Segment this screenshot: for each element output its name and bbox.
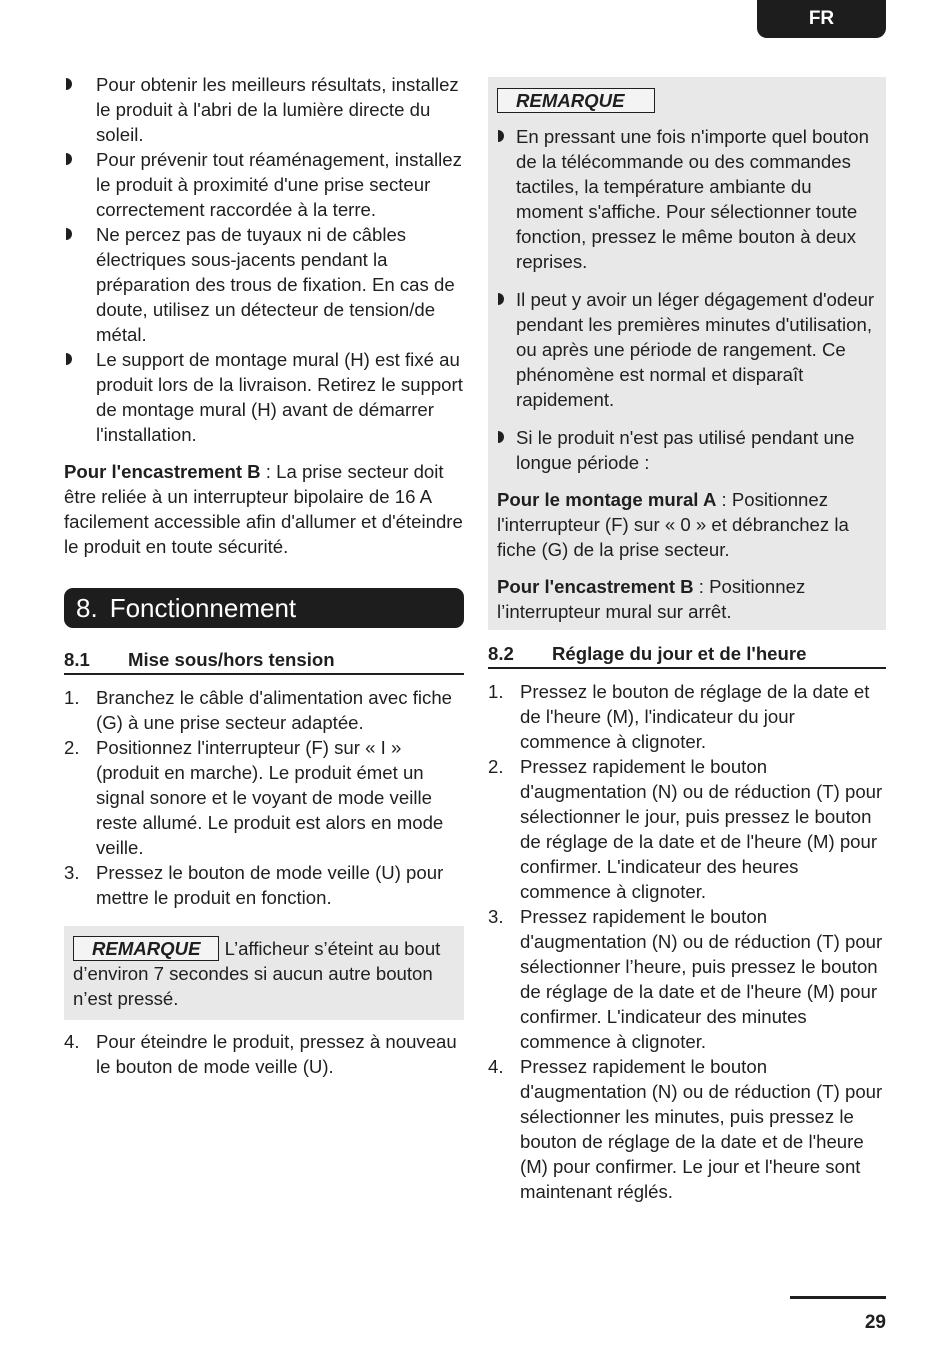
section-title: Fonctionnement (109, 593, 297, 623)
list-item: Il peut y avoir un léger dégagement d'odeur pendant les premières minutes d'utilisation, ou après une période de rangement. Ce phénomène est normal et disparaît rapidement. (497, 287, 877, 412)
list-item (64, 735, 464, 860)
step-number: 4. (488, 1056, 504, 1077)
step-number: 1. (488, 681, 504, 702)
list-item (64, 1029, 464, 1079)
encastrement-paragraph (64, 459, 464, 559)
step-text: Positionnez l'interrupteur (F) sur « I » (produit en marche). Le produit émet un signal sonore et le voyant de mode veille reste allumé. Le produit est alors en mode veille. (96, 737, 444, 858)
list-item: Pour obtenir les meilleurs résultats, installez le produit à l'abri de la lumière directe du soleil. (64, 72, 464, 147)
subsection-number: 8.2 (488, 643, 514, 664)
note-tag: REMARQUE (73, 936, 219, 961)
page-number: 29 (864, 1312, 886, 1333)
section-number: 8. (76, 593, 98, 623)
note-box (488, 77, 886, 630)
date-time-steps-list (488, 679, 886, 1204)
list-item: Si le produit n'est pas utilisé pendant une longue période : (497, 425, 877, 475)
list-item (488, 1054, 886, 1204)
list-item: Le support de montage mural (H) est fixé au produit lors de la livraison. Retirez le support de montage mural (H) avant de démarrer l'installation. (64, 347, 464, 447)
mural-label: Pour le montage mural A (497, 489, 717, 510)
installation-tips-list (64, 72, 464, 447)
power-steps-list (64, 685, 464, 910)
list-item (64, 685, 464, 735)
list-item: Ne percez pas de tuyaux ni de câbles électriques sous-jacents pendant la préparation des trous de fixation. En cas de doute, utilisez un détecteur de tension/de métal. (64, 222, 464, 347)
list-item (488, 754, 886, 904)
step-number: 3. (488, 906, 504, 927)
list-item (488, 679, 886, 754)
encastrement-text: : Positionnez l’interrupteur mural sur arrêt. (497, 576, 806, 622)
subsection-heading (488, 641, 886, 669)
subsection-heading (64, 647, 464, 675)
encastrement-paragraph (497, 574, 877, 624)
language-tab: FR (757, 0, 886, 38)
encastrement-text: : La prise secteur doit être reliée à un interrupteur bipolaire de 16 A facilement accessible afin d'allumer et d'éteindre le produit en toute sécurité. (64, 461, 463, 557)
step-text: Pressez le bouton de réglage de la date et de l'heure (M), l'indicateur du jour commence à clignoter. (520, 681, 870, 752)
step-number: 4. (64, 1031, 80, 1052)
note-list (497, 124, 877, 475)
list-item (488, 904, 886, 1054)
note-tag: REMARQUE (497, 88, 655, 113)
step-text: Pour éteindre le produit, pressez à nouveau le bouton de mode veille (U). (96, 1031, 457, 1077)
step-text: Pressez rapidement le bouton d'augmentation (N) ou de réduction (T) pour sélectionner l’heure, puis pressez le bouton de réglage de la date et de l'heure (M) pour confirmer. L'indicateur des minutes commence à clignoter. (520, 906, 883, 1052)
subsection-title: Réglage du jour et de l'heure (552, 643, 807, 664)
encastrement-label: Pour l'encastrement B (497, 576, 694, 597)
list-item (64, 860, 464, 910)
mural-text: : Positionnez l'interrupteur (F) sur « 0 » et débranchez la fiche (G) de la prise secteur. (497, 489, 849, 560)
left-column (64, 72, 464, 1079)
step-text: Branchez le câble d'alimentation avec fiche (G) à une prise secteur adaptée. (96, 687, 453, 733)
step-text: Pressez le bouton de mode veille (U) pour mettre le produit en fonction. (96, 862, 444, 908)
mural-paragraph (497, 487, 877, 562)
section-heading (64, 588, 464, 628)
step-number: 3. (64, 862, 80, 883)
list-item: En pressant une fois n'importe quel bouton de la télécommande ou des commandes tactiles, la température ambiante du moment s'affiche. Pour sélectionner toute fonction, pressez le même bouton à deux reprises. (497, 124, 877, 274)
footer-rule (790, 1296, 886, 1299)
step-number: 2. (64, 737, 80, 758)
right-column (488, 77, 886, 1204)
subsection-title: Mise sous/hors tension (128, 649, 335, 670)
note-text: L’afficheur s’éteint au bout d’environ 7 secondes si aucun autre bouton n’est pressé. (73, 938, 441, 1009)
step-text: Pressez rapidement le bouton d'augmentation (N) ou de réduction (T) pour sélectionner le jour, puis pressez le bouton de réglage de la date et de l'heure (M) pour confirmer. L'indicateur des heures commence à clignoter. (520, 756, 883, 902)
power-off-step (64, 1029, 464, 1079)
step-text: Pressez rapidement le bouton d'augmentation (N) ou de réduction (T) pour sélectionner les minutes, puis pressez le bouton de réglage de la date et de l'heure (M) pour confirmer. Le jour et l'heure sont maintenant réglés. (520, 1056, 883, 1202)
subsection-number: 8.1 (64, 649, 90, 670)
step-number: 2. (488, 756, 504, 777)
encastrement-label: Pour l'encastrement B (64, 461, 261, 482)
note-box (64, 926, 464, 1020)
list-item: Pour prévenir tout réaménagement, installez le produit à proximité d'une prise secteur correctement raccordée à la terre. (64, 147, 464, 222)
step-number: 1. (64, 687, 80, 708)
